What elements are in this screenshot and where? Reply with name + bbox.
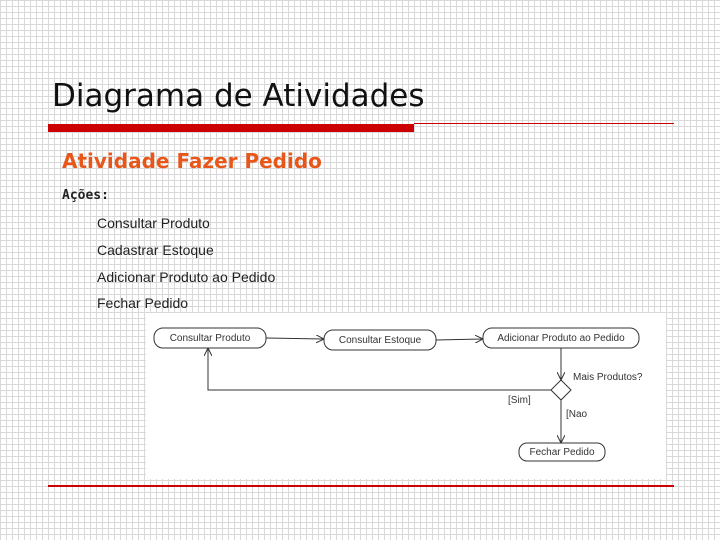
node-label: Consultar Produto [169,333,251,344]
flow-decision-loop-back [208,349,551,390]
action-item: Fechar Pedido [97,295,189,311]
action-item: Consultar Produto [97,215,210,231]
node-label: Fechar Pedido [529,447,595,458]
guard-yes: [Sim] [508,395,531,406]
node-label: Consultar Estoque [338,335,422,346]
flow-estoque-to-adicionar [436,339,482,340]
action-item: Cadastrar Estoque [97,242,214,258]
action-item: Adicionar Produto ao Pedido [97,269,276,285]
title-underline-thick [48,124,414,132]
node-label: Adicionar Produto ao Pedido [497,333,625,344]
bottom-rule [48,485,674,487]
slide-title: Diagrama de Atividades [52,78,425,114]
actions-label: Ações: [62,188,109,203]
activity-diagram [146,313,666,479]
decision-diamond [551,380,571,400]
flow-produto-to-estoque [266,338,323,339]
node-consultar-estoque [324,330,436,350]
guard-no: [Nao [566,409,588,420]
node-fechar-pedido [519,443,605,461]
title-underline-thin [414,123,674,124]
node-adicionar-produto [483,328,639,348]
slide-subtitle: Atividade Fazer Pedido [62,149,322,173]
decision-label: Mais Produtos? [573,372,643,383]
node-consultar-produto [154,328,266,348]
